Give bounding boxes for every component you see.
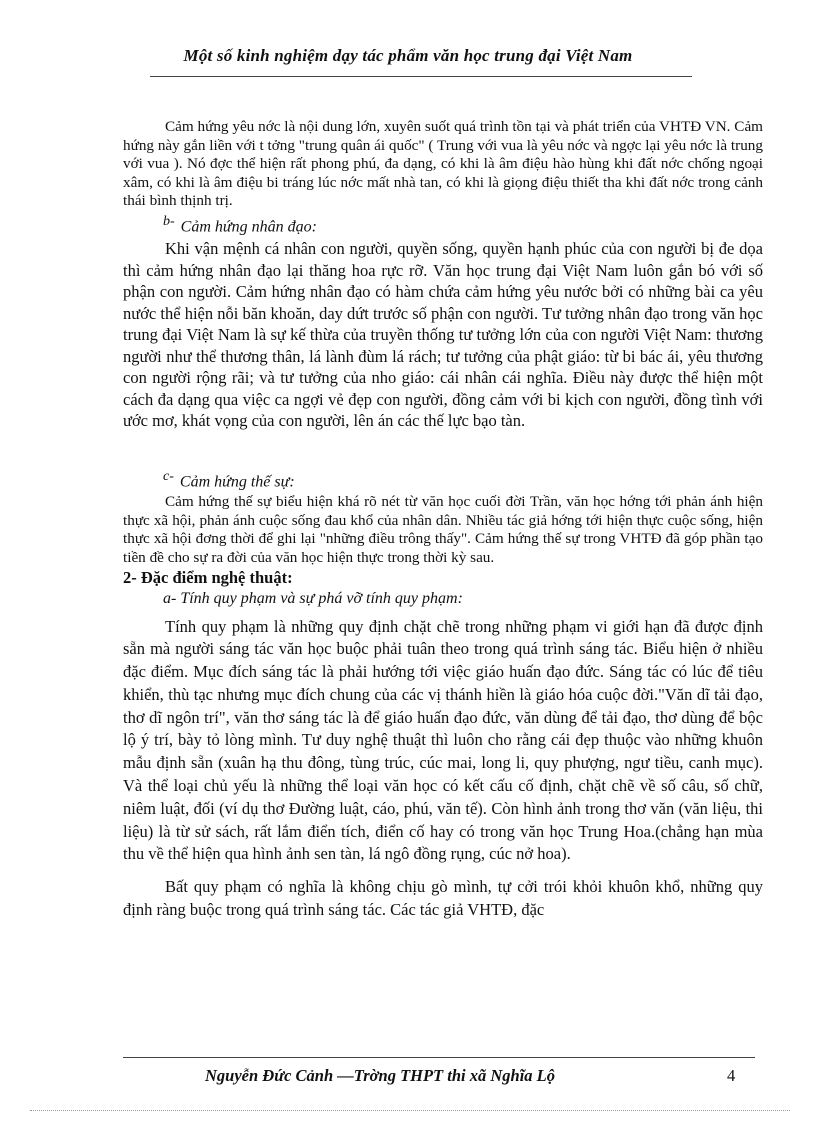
header-divider bbox=[150, 76, 692, 77]
subheading-humanism bbox=[123, 211, 763, 238]
paragraph-worldly: Cảm hứng thế sự biểu hiện khá rõ nét từ văn học cuối đời Trần, văn học hớng tới phản ánh hiện thực xã hội, phản ánh cuộc sống đau khổ của nhân dân. Nhiều tác giả hớng tới hiện thực cuộc sống, hiện thực xã hội đơng thời để ghi lại "những điều trông thấy". Cảm hứng thế sự trong VHTĐ đã góp phần tạo tiền đề cho sự ra đời của văn học hiện thực trong thời kỳ sau. bbox=[123, 493, 763, 566]
paragraph-humanism: Khi vận mệnh cá nhân con người, quyền sống, quyền hạnh phúc của con người bị đe dọa thì cảm hứng nhân đạo lại thăng hoa rực rỡ. Văn học trung đại Việt Nam luôn gắn bó với số phận con người. Cảm hứng nhân đạo có hàm chứa cảm hứng yêu nước bởi có những bài ca yêu nước thể hiện nỗi băn khoăn, day dứt trước số phận con người. Tư tưởng nhân đạo trong văn học trung đại Việt Nam là sự kế thừa của truyền thống tư tưởng lớn của con người Việt Nam: thương người như thể thương thân, lá lành đùm lá rách; tư tưởng của phật giáo: từ bi bác ái, yêu thương con người rộng rãi; và tư tưởng của nho giáo: cái nhân cái nghĩa. Điều này được thể hiện một cách đa dạng qua việc ca ngợi vẻ đẹp con người, đồng cảm với bi kịch con người, đồng tình với ước mơ, khát vọng của con người, lên án các thế lực bạo tàn. bbox=[123, 239, 763, 431]
paragraph-normativity: Tính quy phạm là những quy định chặt chẽ trong những phạm vi giới hạn đã được định sẵn mà người sáng tác văn học buộc phải tuân theo trong quá trình sáng tác. Biểu hiện ở nhiều đặc điểm. Mục đích sáng tác là phải hướng tới việc giáo huấn đạo đức. Sáng tác có lúc để tiêu khiển, thù tạc nhưng mục đích chung của các vị thánh hiền là giáo hóa cuộc đời."Văn dĩ tải đạo, thơ dĩ ngôn trí", văn thơ sáng tác là để giáo huấn đạo đức, văn dùng để tải đạo, thơ dùng để bộc lộ ý trí, bày tỏ lòng mình. Tư duy nghệ thuật thì luôn cho rằng cái đẹp thuộc vào những khuôn mẫu định sẵn (xuân hạ thu đông, tùng trúc, cúc mai, long li, quy phượng, ngư tiều, canh mục). Và thể loại chủ yếu là những thể loại văn học có kết cấu cố định, chặt chẽ về số câu, số chữ, niêm luật, đối (ví dụ thơ Đường luật, cáo, phú, văn tế). Còn hình ảnh trong thơ văn (văn liệu, thi liệu) là từ sử sách, rất lắm điển tích, điển cố hay có trong văn học Trung Hoa.(chẳng hạn mùa thu về thể hiện qua hình ảnh sen tàn, lá ngô đồng rụng, cúc nở hoa). bbox=[123, 616, 763, 864]
spacer bbox=[123, 866, 763, 876]
subheading-humanism-title: Cảm hứng nhân đạo: bbox=[180, 218, 317, 236]
page-header-title: Một số kinh nghiệm dạy tác phẩm văn học trung đại Việt Nam bbox=[183, 46, 633, 65]
footer-divider bbox=[123, 1057, 755, 1058]
paragraph-non-normativity: Bất quy phạm có nghĩa là không chịu gò mình, tự cởi trói khỏi khuôn khổ, những quy định ràng buộc trong quá trình sáng tác. Các tác giả VHTĐ, đặc bbox=[123, 877, 763, 920]
spacer bbox=[123, 432, 763, 466]
section-heading-art-features: 2- Đặc điểm nghệ thuật: bbox=[123, 567, 293, 587]
subheading-normativity: a- Tính quy phạm và sự phá vỡ tính quy phạm: bbox=[163, 589, 463, 607]
paragraph-patriotism: Cảm hứng yêu nớc là nội dung lớn, xuyên suốt quá trình tồn tại và phát triển của VHTĐ VN. Cảm hứng này gắn liền với t tởng "trung quân ái quốc" ( Trung với vua là yêu nớc và ngợc lại yêu nớc là trung với vua ). Nó đợc thể hiện rất phong phú, đa dạng, có khi là âm điệu hào hùng khi đất nớc chống ngoại xâm, có khi là âm điệu bi tráng lúc nớc mất nhà tan, có khi là giọng điệu thiết tha khi đất nớc trong cảnh thái bình thịnh trị. bbox=[123, 118, 763, 210]
footer-author: Nguyễn Đức Cảnh —Trờng THPT thi xã Nghĩa Lộ bbox=[205, 1066, 555, 1085]
subheading-worldly-title: Cảm hứng thế sự: bbox=[179, 473, 295, 491]
document-body bbox=[123, 118, 763, 922]
subheading-worldly bbox=[123, 466, 763, 493]
page-break-dotted-line bbox=[30, 1110, 790, 1111]
subheading-worldly-letter: c- bbox=[163, 468, 174, 484]
page-number: 4 bbox=[727, 1066, 736, 1085]
subheading-humanism-letter: b- bbox=[163, 213, 175, 229]
